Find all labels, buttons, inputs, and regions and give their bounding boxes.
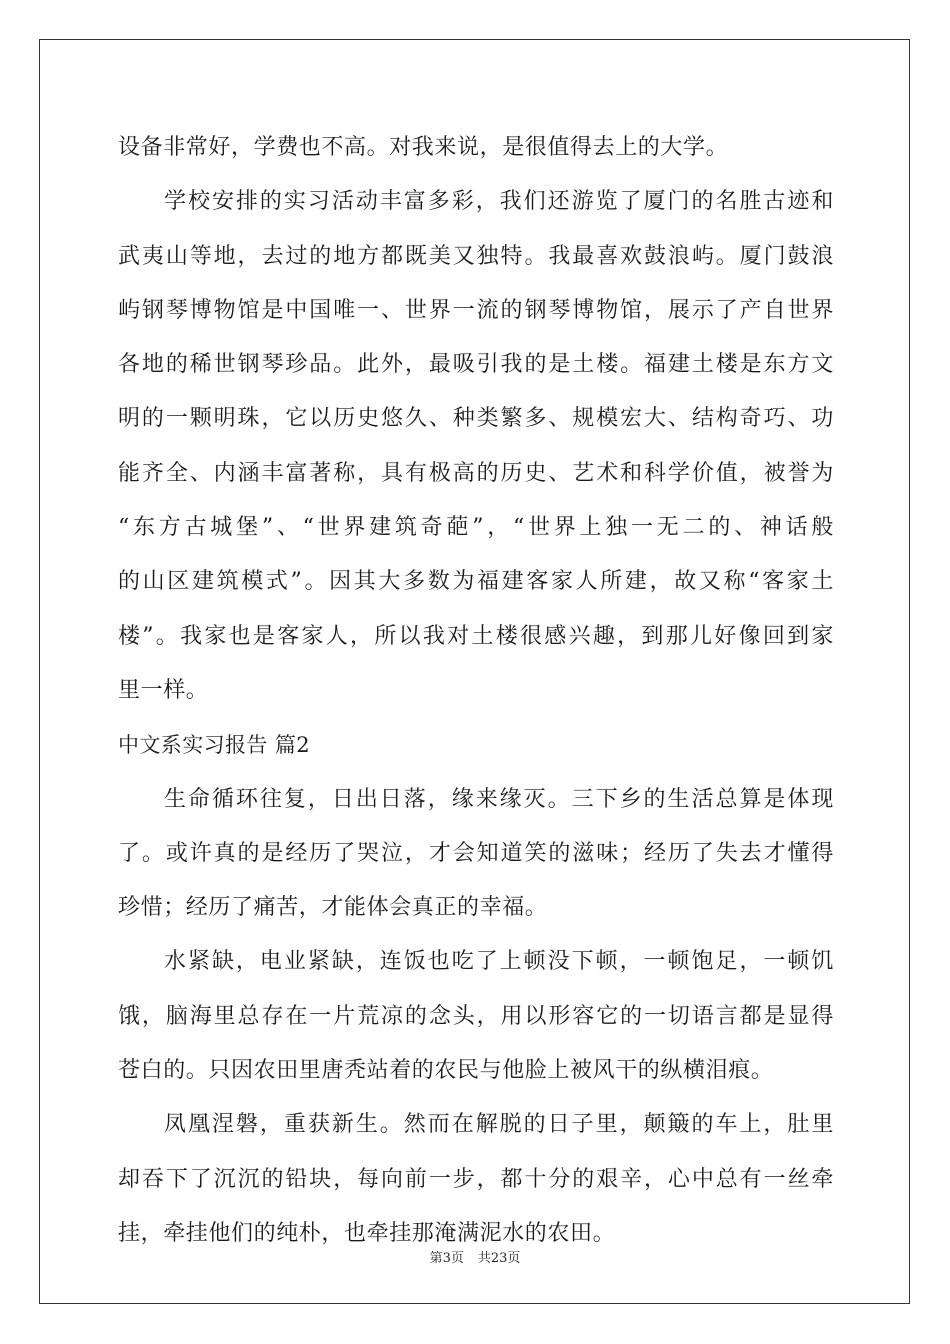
text-line: 挂，牵挂他们的纯朴，也牵挂那淹满泥水的农田。 xyxy=(118,1220,616,1246)
text-line: 苍白的。只因农田里唐秃站着的农民与他脸上被风干的纵横泪痕。 xyxy=(118,1058,774,1084)
text-line: 的山区建筑模式”。因其大多数为福建客家人所建，故又称“客家土 xyxy=(118,569,834,595)
page-number: 第3页 xyxy=(429,1251,464,1266)
text-line: 屿钢琴博物馆是中国唯一、世界一流的钢琴博物馆，展示了产自世界 xyxy=(118,297,834,323)
page-total: 共23页 xyxy=(477,1251,521,1266)
text-line: 饿，脑海里总存在一片荒凉的念头，用以形容它的一切语言都是显得 xyxy=(118,1003,834,1029)
text-line: 里一样。 xyxy=(118,677,209,703)
text-line: 了。或许真的是经历了哭泣，才会知道笑的滋味；经历了失去才懂得 xyxy=(118,840,834,866)
page-footer xyxy=(0,1247,950,1266)
text-line: 生命循环往复，日出日落，缘来缘灭。三下乡的生活总算是体现 xyxy=(164,786,834,812)
text-line: 明的一颗明珠，它以历史悠久、种类繁多、规模宏大、结构奇巧、功 xyxy=(118,406,834,432)
text-line: 水紧缺，电业紧缺，连饭也吃了上顿没下顿，一顿饱足，一顿饥 xyxy=(164,949,834,975)
text-line: 设备非常好，学费也不高。对我来说，是很值得去上的大学。 xyxy=(118,135,729,160)
text-line: 武夷山等地，去过的地方都既美又独特。我最喜欢鼓浪屿。厦门鼓浪 xyxy=(118,243,834,269)
text-line: 能齐全、内涵丰富著称，具有极高的历史、艺术和科学价值，被誉为 xyxy=(118,460,834,486)
text-line: 各地的稀世钢琴珍品。此外，最吸引我的是土楼。福建土楼是东方文 xyxy=(118,352,834,378)
text-line: 珍惜；经历了痛苦，才能体会真正的幸福。 xyxy=(118,895,548,921)
document-body xyxy=(118,121,834,1261)
text-line: 凤凰涅磐，重获新生。然而在解脱的日子里，颠簸的车上，肚里 xyxy=(164,1112,834,1138)
section-heading: 中文系实习报告 篇2 xyxy=(118,733,311,758)
text-line: 却吞下了沉沉的铅块，每向前一步，都十分的艰辛，心中总有一丝牵 xyxy=(118,1166,834,1192)
text-line: “东方古城堡”、“世界建筑奇葩”，“世界上独一无二的、神话般 xyxy=(118,515,834,541)
text-line: 学校安排的实习活动丰富多彩，我们还游览了厦门的名胜古迹和 xyxy=(164,189,834,215)
text-line: 楼”。我家也是客家人，所以我对土楼很感兴趣，到那儿好像回到家 xyxy=(118,623,834,649)
